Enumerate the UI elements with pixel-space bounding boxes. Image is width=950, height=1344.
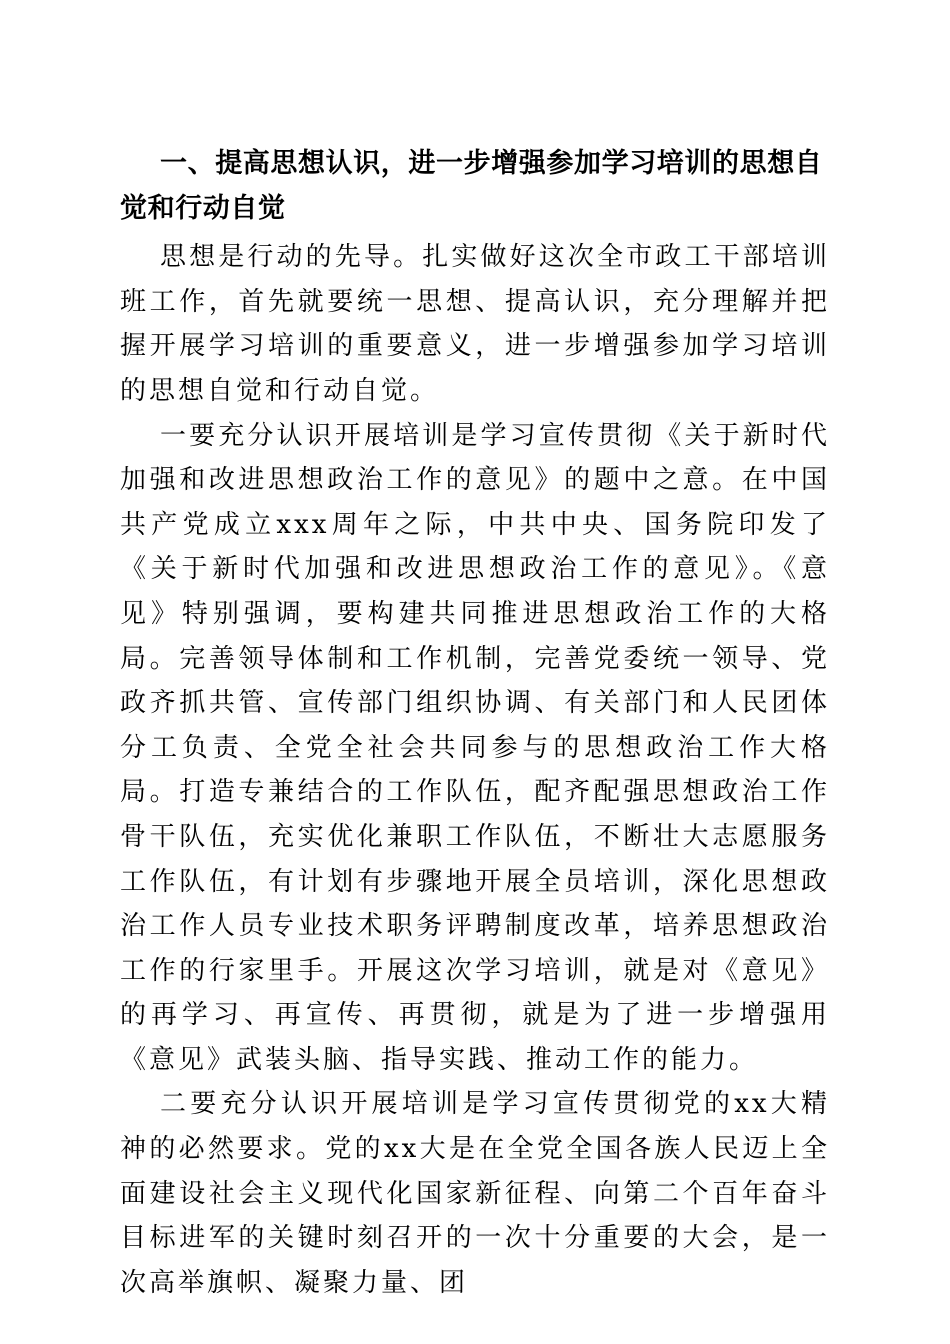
paragraph-point-one: 一要充分认识开展培训是学习宣传贯彻《关于新时代加强和改进思想政治工作的意见》的题中之意。在中国共产党成立xxx周年之际，中共中央、国务院印发了《关于新时代加强和改进思想政治工作的意见》。《意见》特别强调，要构建共同推进思想政治工作的大格局。完善领导体制和工作机制，完善党委统一领导、党政齐抓共管、宣传部门组织协调、有关部门和人民团体分工负责、全党全社会共同参与的思想政治工作大格局。打造专兼结合的工作队伍，配齐配强思想政治工作骨干队伍，充实优化兼职工作队伍，不断壮大志愿服务工作队伍，有计划有步骤地开展全员培训，深化思想政治工作人员专业技术职务评聘制度改革，培养思想政治工作的行家里手。开展这次学习培训，就是对《意见》的再学习、再宣传、再贯彻，就是为了进一步增强用《意见》武装头脑、指导实践、推动工作的能力。 <box>120 420 830 1075</box>
section-heading: 一、提高思想认识，进一步增强参加学习培训的思想自觉和行动自觉 <box>120 148 823 224</box>
paragraph-intro: 思想是行动的先导。扎实做好这次全市政工干部培训班工作，首先就要统一思想、提高认识，充分理解并把握开展学习培训的重要意义，进一步增强参加学习培训的思想自觉和行动自觉。 <box>120 242 830 406</box>
paragraph-point-two: 二要充分认识开展培训是学习宣传贯彻党的xx大精神的必然要求。党的xx大是在全党全国各族人民迈上全面建设社会主义现代化国家新征程、向第二个百年奋斗目标进军的关键时刻召开的一次十分重要的大会，是一次高举旗帜、凝聚力量、团 <box>120 1089 830 1298</box>
document-body <box>120 142 830 1305</box>
